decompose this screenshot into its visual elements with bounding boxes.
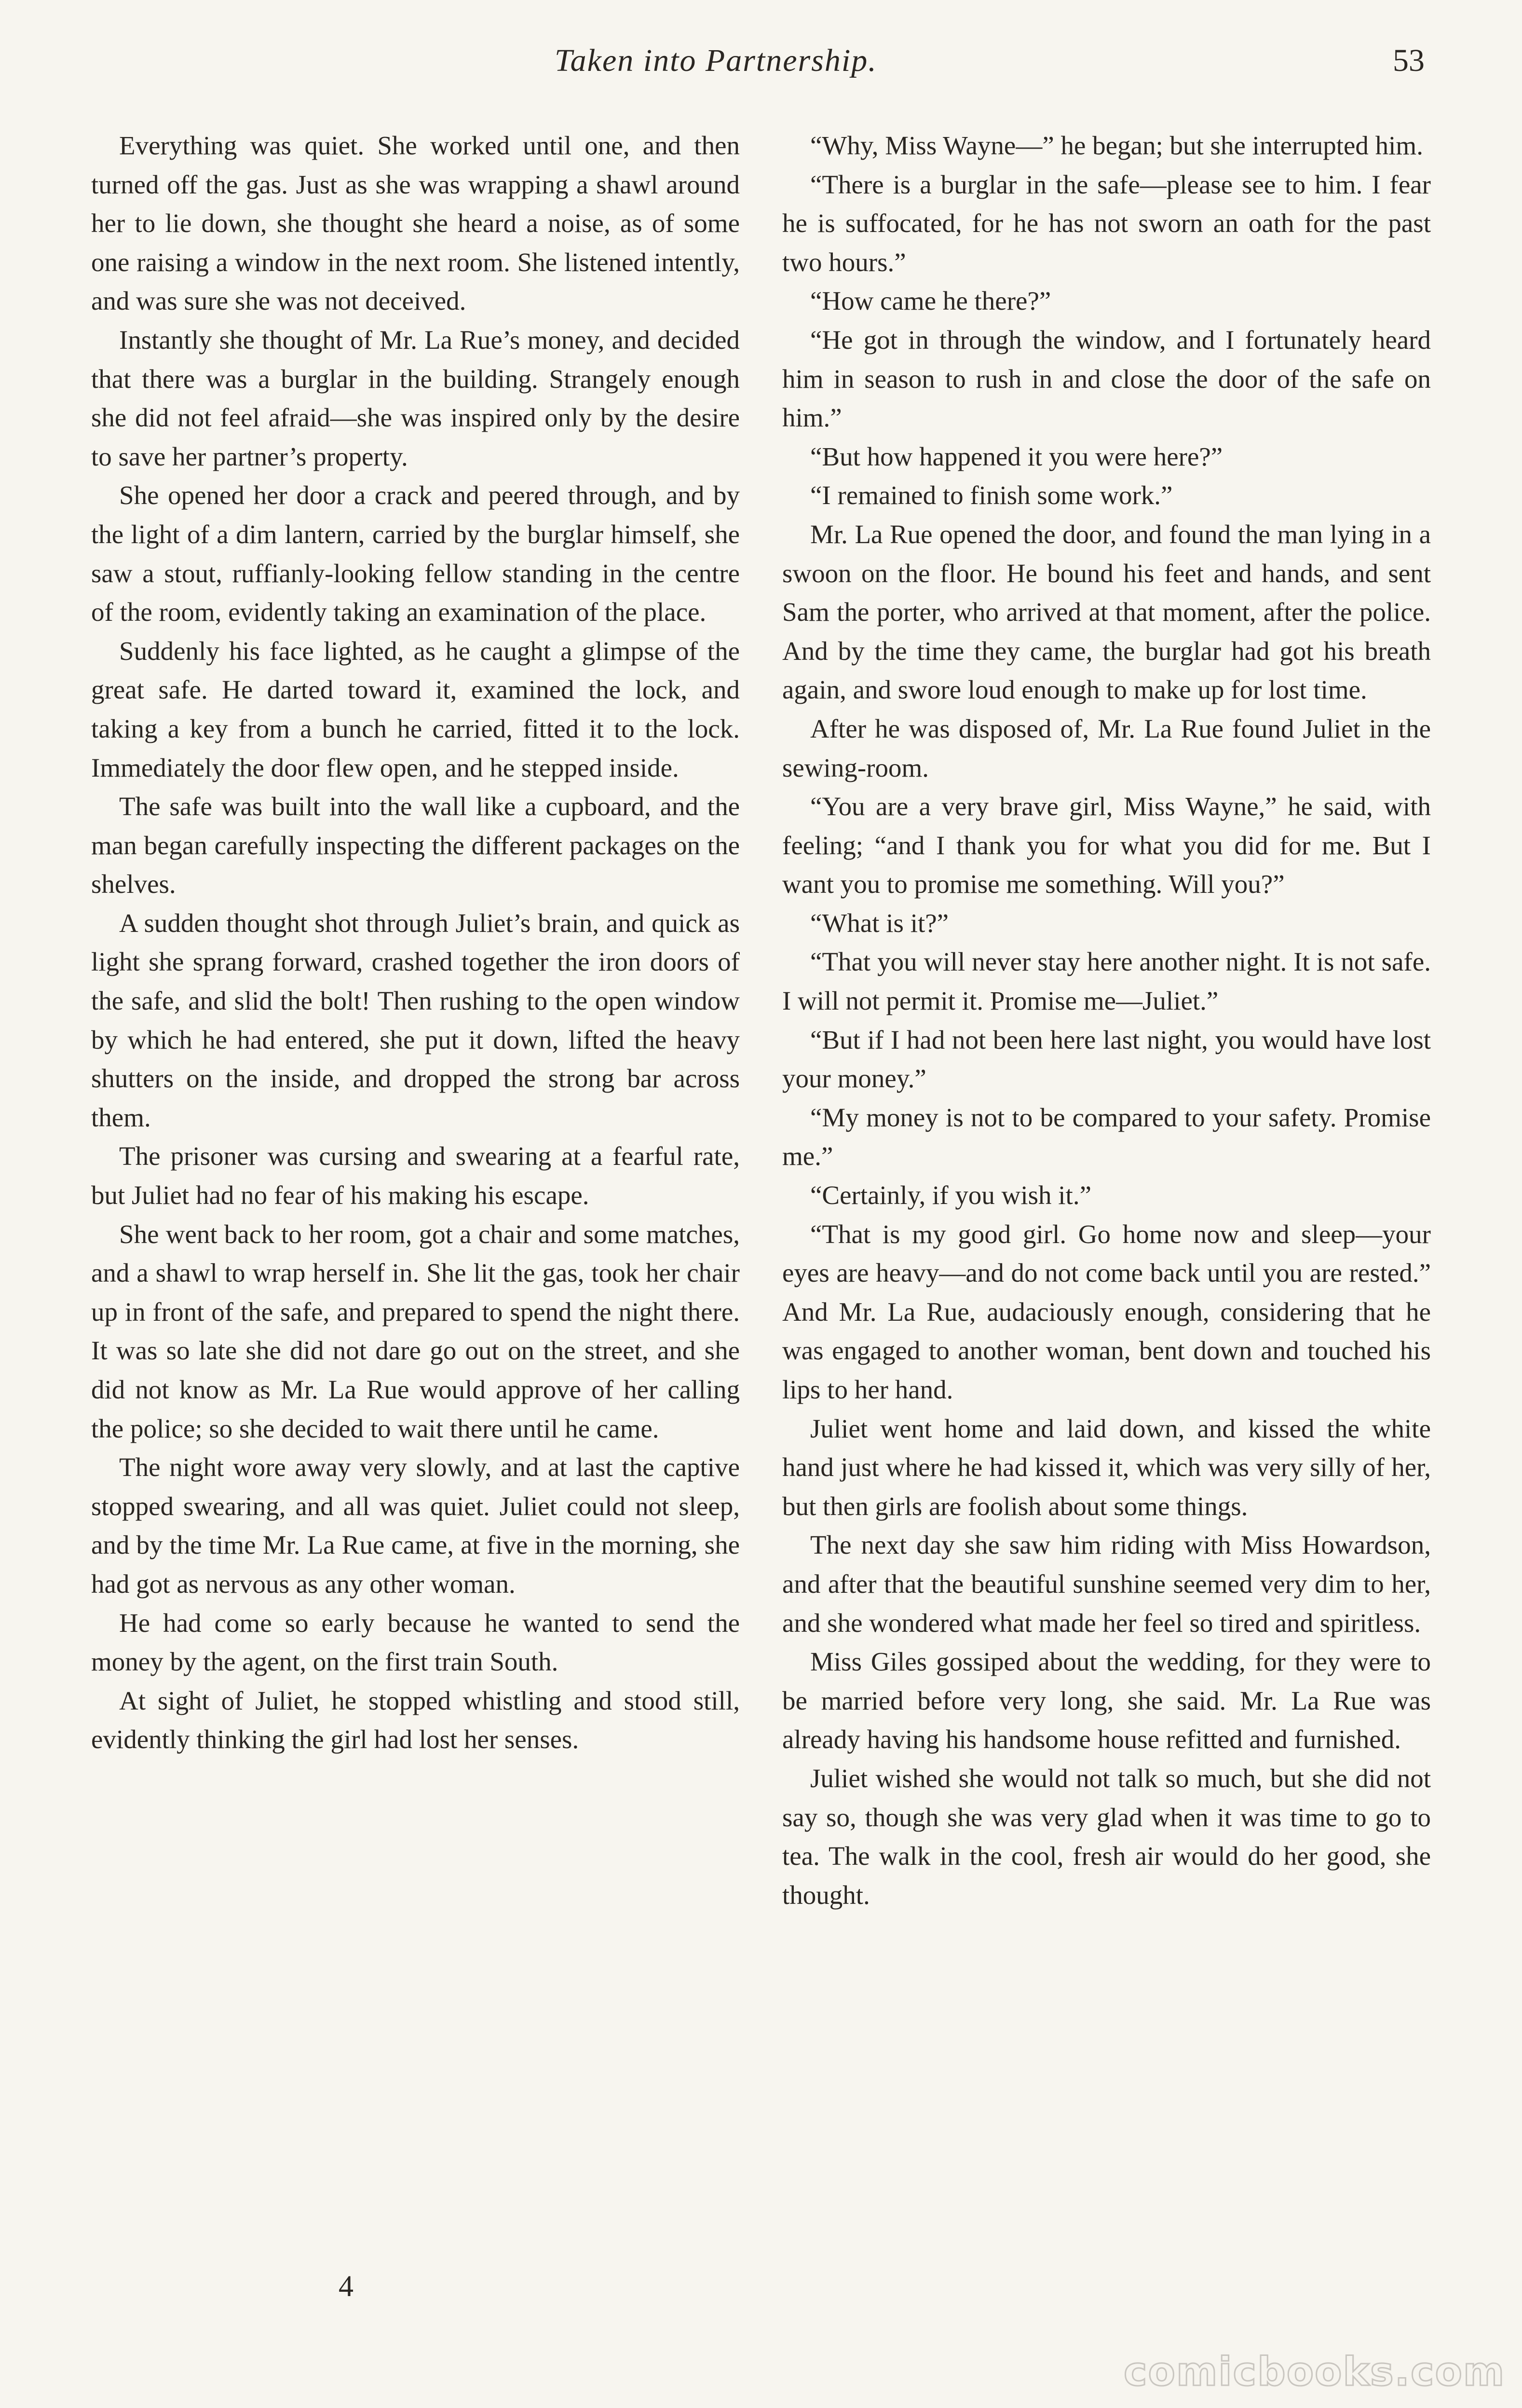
- paragraph: A sudden thought shot through Juliet’s brain, and quick as light she sprang forward, crashed together the iron doors of the safe, and slid the bolt! Then rushing to the open window by which he had entered, she put it down, lifted the heavy shutters on the inside, and dropped the strong bar across them.: [91, 908, 740, 1132]
- paragraph: The night wore away very slowly, and at last the captive stopped swearing, and all was quiet. Juliet could not sleep, and by the time Mr. La Rue came, at five in the morning, she had got as nervous as any other woman.: [91, 1452, 740, 1599]
- paragraph: “Why, Miss Wayne—” he began; but she interrupted him.: [810, 131, 1423, 160]
- paragraph: Instantly she thought of Mr. La Rue’s money, and decided that there was a burglar in the building. Strangely enough she did not feel afraid—she was inspired only by the desire to save her partner’s property.: [91, 325, 740, 471]
- paragraph: At sight of Juliet, he stopped whistling and stood still, evidently thinking the girl had lost her senses.: [91, 1685, 740, 1754]
- paragraph: She opened her door a crack and peered through, and by the light of a dim lantern, carried by the burglar himself, she saw a stout, ruffianly-looking fellow standing in the centre of the room, evidently taking an examination of the place.: [91, 480, 740, 627]
- paragraph: Suddenly his face lighted, as he caught a glimpse of the great safe. He darted toward it, examined the lock, and taking a key from a bunch he carried, fitted it to the lock. Immediately the door flew open, and he stepped inside.: [91, 636, 740, 782]
- paragraph: Juliet went home and laid down, and kissed the white hand just where he had kissed it, which was very silly of her, but then girls are foolish about some things.: [782, 1413, 1431, 1521]
- paragraph: He had come so early because he wanted to send the money by the agent, on the first train South.: [91, 1608, 740, 1677]
- paragraph: Juliet wished she would not talk so much, but she did not say so, though she was very glad when it was time to go to tea. The walk in the cool, fresh air would do her good, she thought.: [782, 1763, 1431, 1910]
- paragraph: The prisoner was cursing and swearing at a fearful rate, but Juliet had no fear of his making his escape.: [91, 1141, 740, 1210]
- running-title: Taken into Partnership.: [555, 43, 877, 78]
- paragraph: “That is my good girl. Go home now and sleep—your eyes are heavy—and do not come back until you are rested.” And Mr. La Rue, audaciously enough, considering that he was engaged to another woman, bent down and touched his lips to her hand.: [782, 1219, 1431, 1404]
- paragraph: “How came he there?”: [810, 286, 1051, 316]
- paragraph: “But if I had not been here last night, you would have lost your money.”: [782, 1025, 1431, 1094]
- watermark: comicbooks.com: [1124, 2349, 1506, 2395]
- paragraph: After he was disposed of, Mr. La Rue found Juliet in the sewing-room.: [782, 713, 1431, 782]
- paragraph: “There is a burglar in the safe—please see to him. I fear he is suffocated, for he has not sworn an oath for the past two hours.”: [782, 169, 1431, 277]
- paragraph: “But how happened it you were here?”: [810, 441, 1223, 471]
- paragraph: She went back to her room, got a chair and some matches, and a shawl to wrap herself in. She lit the gas, took her chair up in front of the safe, and prepared to spend the night there. It was so late she did not dare go out on the street, and she did not know as Mr. La Rue would approve of her calling the police; so she decided to wait there until he came.: [91, 1219, 740, 1443]
- paragraph: The next day she saw him riding with Miss Howardson, and after that the beautiful sunshine seemed very dim to her, and she wondered what made her feel so tired and spiritless.: [782, 1530, 1431, 1638]
- paragraph: “Certainly, if you wish it.”: [810, 1180, 1091, 1210]
- page-number: 53: [1393, 43, 1425, 78]
- paragraph: “My money is not to be compared to your safety. Promise me.”: [782, 1102, 1431, 1171]
- paragraph: Everything was quiet. She worked until one, and then turned off the gas. Just as she was wrapping a shawl around her to lie down, she thought she heard a noise, as of some one raising a window in the next room. She listened intently, and was sure she was not deceived.: [91, 131, 740, 316]
- paragraph: “You are a very brave girl, Miss Wayne,” he said, with feeling; “and I thank you for what you did for me. But I want you to promise me something. Will you?”: [782, 792, 1431, 899]
- signature-mark: 4: [339, 2270, 353, 2303]
- paragraph: The safe was built into the wall like a cupboard, and the man began carefully inspecting the different packages on the shelves.: [91, 792, 740, 899]
- right-column: [782, 126, 1431, 1915]
- paragraph: “That you will never stay here another night. It is not safe. I will not permit it. Promise me—Juliet.”: [782, 947, 1431, 1016]
- paragraph: Mr. La Rue opened the door, and found the man lying in a swoon on the floor. He bound his feet and hands, and sent Sam the porter, who arrived at that moment, after the police. And by the time they came, the burglar had got his breath again, and swore loud enough to make up for lost time.: [782, 519, 1431, 705]
- paragraph: “What is it?”: [810, 908, 949, 938]
- paragraph: Miss Giles gossiped about the wedding, for they were to be married before very long, she said. Mr. La Rue was already having his handsome house refitted and furnished.: [782, 1647, 1431, 1754]
- paragraph: “I remained to finish some work.”: [810, 480, 1173, 510]
- left-column: [91, 126, 740, 1759]
- paragraph: “He got in through the window, and I fortunately heard him in season to rush in and close the door of the safe on him.”: [782, 325, 1431, 433]
